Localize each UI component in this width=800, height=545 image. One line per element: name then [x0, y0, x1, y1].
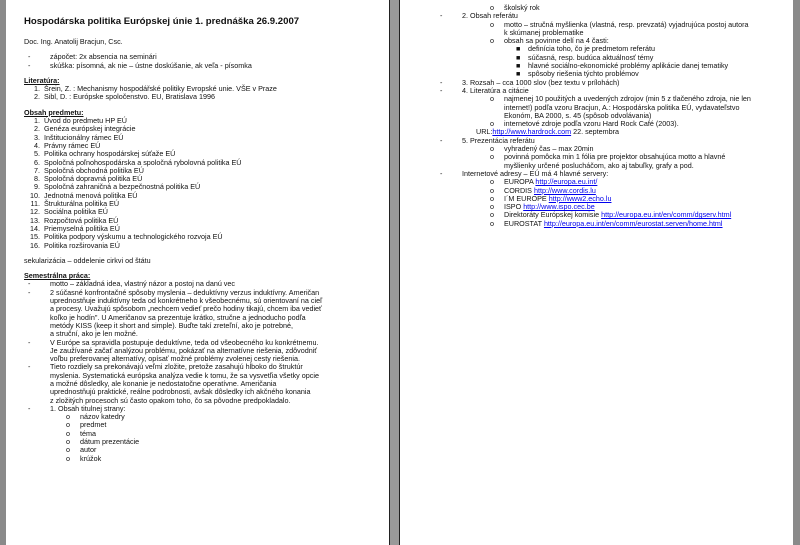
section-3: - 3. Rozsah – cca 1000 slov (bez textu v prílohách) — [440, 77, 620, 87]
hardrock-url-line: URL:http://www.hardrock.com 22. septembra — [476, 127, 620, 137]
section-4-subitem: o internetové zdroje podľa vzoru Hard Rock Café (2003). — [490, 119, 679, 129]
server-item: o EUROPA http://europa.eu.int/ — [490, 177, 598, 187]
section-2-parts — [462, 45, 783, 78]
requirements-list — [24, 53, 379, 70]
page-gap — [389, 0, 400, 545]
hardrock-link[interactable]: http://www.hardrock.com — [492, 127, 572, 137]
content-item: 13. Rozpočtová politika EÚ — [30, 215, 119, 225]
document-title: Hospodárska politika Európskej únie 1. prednáška 26.9.2007 — [24, 16, 300, 27]
content-item: 10. Jednotná menová politika EÚ — [30, 190, 138, 200]
school-year-item: o školský rok — [490, 3, 540, 12]
section-5-sub — [462, 145, 783, 170]
server-name: ISPO — [504, 202, 524, 212]
lecturer-name: Doc. Ing. Anatolij Bracjun, Csc. — [24, 37, 123, 46]
title-page-subitem: o predmet — [66, 420, 107, 430]
section-5-label: - 5. Prezentácia referátu — [440, 135, 535, 145]
content-item: 8. Spoločná dopravná politika EÚ — [34, 174, 143, 184]
literature-list — [24, 85, 379, 102]
content-item: 1. Úvod do predmetu HP EÚ — [34, 116, 127, 126]
server-item: o EUROSTAT http://europa.eu.int/en/comm/eurostat.serven/home.html — [490, 218, 723, 228]
server-item: o I´M EUROPE http://www2.echo.lu — [490, 193, 612, 203]
section-2-part: ■ spôsoby riešenia týchto problémov — [516, 69, 639, 79]
server-name: EUROPA — [504, 177, 536, 187]
title-page-subitem: o autor — [66, 445, 97, 455]
internet-label: - Internetové adresy – EÚ má 4 hlavné servery: — [440, 168, 609, 178]
content-item: 16. Politika rozširovania EÚ — [30, 240, 120, 250]
server-name: EUROSTAT — [504, 218, 544, 228]
seminar-bullet: - Tieto rozdiely sa prekonávajú veľmi zložite, pretože zasahujú hlboko do štruktúr myslenia. Systematická európska analýza vedie k tomu, že sa vysvetľia všetky opcie a možné dôsledky, ale konanie je nedostatočne operatívne. Američania uprednostňujú praktické, reálne podrobnosti, avšak dôsledky ich akčného konania z zložitých procesoch sú často opakom toho, čo sa pôvodne predpokladalo. — [28, 362, 319, 405]
title-page-subitem: o dátum prezentácie — [66, 437, 140, 447]
server-name: I´M EUROPE — [504, 193, 549, 203]
section-4-label: - 4. Literatúra a citácie — [440, 85, 529, 95]
content-item: 4. Právny rámec EÚ — [34, 140, 101, 150]
server-item: o CORDIS http://www.cordis.lu — [490, 185, 596, 195]
section-5-subitem: o vyhradený čas – max 20min — [490, 144, 594, 154]
seminar-list — [24, 280, 379, 404]
title-page-subitem: o názov katedry — [66, 412, 125, 422]
content-item: 5. Politika ochrany hospodárskej súťaže EÚ — [34, 149, 176, 159]
content-item: 12. Sociálna politika EÚ — [30, 207, 108, 217]
section-4-subitem: o najmenej 10 použitých a uvedených zdrojov (min 5 z tlačeného zdroja, nie len internet!) podľa vzoru Bracjun, A.: Hospodárska politika EÚ, vydavateľstvo Ekonóm, BA 2000, s. 45 (spôsob odvolávania) — [490, 94, 751, 120]
content-item: 9. Spoločná zahraničná a bezpečnostná politika EÚ — [34, 182, 201, 192]
section-2-part: ■ súčasná, resp. budúca aktuálnosť témy — [516, 52, 654, 62]
section-2-sub — [462, 21, 783, 46]
requirement-item: - zápočet: 2x absencia na seminári — [28, 52, 157, 62]
seminar-bullet: - 2 súčasné konfrontačné spôsoby myslenia – deduktívny verzus induktívny. Američan uprednostňuje induktívny teda od konkrétneho k všeobecnému, sú orientovaní na cieľ a procesy. Uvažujú spôsobom „nechcem vedieť prečo hodiny tikajú, chcem iba vedieť koľko je hodín". U Američanov sa prezentuje krátko, stručne a jednoducho podľa metódy KISS (keep it short and simple). Buďte takí zreteľní, ako je potrebné, a struční, ako je len možné. — [28, 287, 323, 339]
content-item: 2. Genéza európskej integrácie — [34, 124, 136, 134]
content-heading: Obsah predmetu: — [24, 107, 84, 117]
secularization-note: sekularizácia – oddelenie cirkvi od štátu — [24, 255, 151, 265]
content-item: 11. Štrukturálna politika EÚ — [30, 199, 120, 209]
section-2-part: ■ hlavné sociálno-ekonomické problémy aplikácie danej tematiky — [516, 61, 729, 71]
right-page — [400, 0, 793, 545]
server-list — [462, 178, 783, 228]
seminar-bullet: - motto – základná idea, vlastný názor a postoj na danú vec — [28, 279, 235, 289]
server-name: CORDIS — [504, 185, 534, 195]
seminar-bullet: - V Európe sa spravidla postupuje deduktívne, teda od všeobecného ku konkrétnemu. Je zaužívané začať analýzou problému, pokázať na alternatívne riešenia, zdôvodniť voľbu preferovanej alternatívy, opísať možné problémy zvolenej cesty riešenia. — [28, 337, 319, 364]
content-item: 6. Spoločná poľnohospodárska a spoločná rybolovná politika EÚ — [34, 157, 242, 167]
server-link[interactable]: http://europa.eu.int/en/comm/dgserv.html — [601, 210, 732, 220]
section-2-part: ■ definícia toho, čo je predmetom referátu — [516, 44, 656, 54]
content-item: 7. Spoločná obchodná politika EÚ — [34, 165, 144, 175]
server-item: o Direktoráty Európskej komisie http://europa.eu.int/en/comm/dgserv.html — [490, 210, 732, 220]
section-2-subitem: o obsah sa povinne delí na 4 časti: — [490, 36, 609, 46]
content-item: 15. Politika podpory výskumu a technologického rozvoja EÚ — [30, 232, 223, 242]
section-5-subitem: o povinná pomôcka min 1 fólia pre projektor obsahujúca motto a hlavné myšlienky určené poslucháčom, ako aj tabuľky, grafy a pod. — [490, 152, 726, 170]
title-page-subitem: o téma — [66, 428, 96, 438]
section-2-label: - 2. Obsah referátu — [440, 11, 518, 21]
title-page-item: - 1. Obsah titulnej strany: — [28, 403, 126, 413]
server-link[interactable]: http://www.cordis.lu — [533, 185, 596, 195]
section-2-subitem: o motto – stručná myšlienka (vlastná, resp. prevzatá) vyjadrujúca postoj autora k skúmanej problematike — [490, 19, 749, 37]
content-item: 14. Priemyselná politika EÚ — [30, 223, 120, 233]
literature-heading: Literatúra: — [24, 75, 60, 85]
title-page-subitem: o krúžok — [66, 453, 102, 463]
section-4-sub — [462, 95, 783, 128]
seminar-heading: Semestrálna práca: — [24, 271, 91, 281]
server-link[interactable]: http://www2.echo.lu — [548, 193, 612, 203]
content-item: 3. Inštitucionálny rámec EÚ — [34, 132, 124, 142]
literature-item: 2. Sibl, D. : Európske spoločenstvo. EU, Bratislava 1996 — [34, 92, 215, 102]
server-link[interactable]: http://www.ispo.cec.be — [523, 202, 595, 212]
server-name: Direktoráty Európskej komisie — [504, 210, 602, 220]
requirement-item: - skúška: písomná, ak nie – ústne doskúšanie, ak veľa - písomka — [28, 60, 252, 70]
content-list — [24, 117, 379, 250]
title-page-items — [24, 413, 379, 463]
literature-item: 1. Šrein, Z. : Mechanismy hospodářské politiky Evropské unie. VŠE v Praze — [34, 84, 277, 94]
server-link[interactable]: http://europa.eu.int/en/comm/eurostat.serven/home.html — [543, 218, 723, 228]
server-item: o ISPO http://www.ispo.cec.be — [490, 202, 595, 212]
server-link[interactable]: http://europa.eu.int/ — [535, 177, 598, 187]
left-page — [6, 0, 389, 545]
